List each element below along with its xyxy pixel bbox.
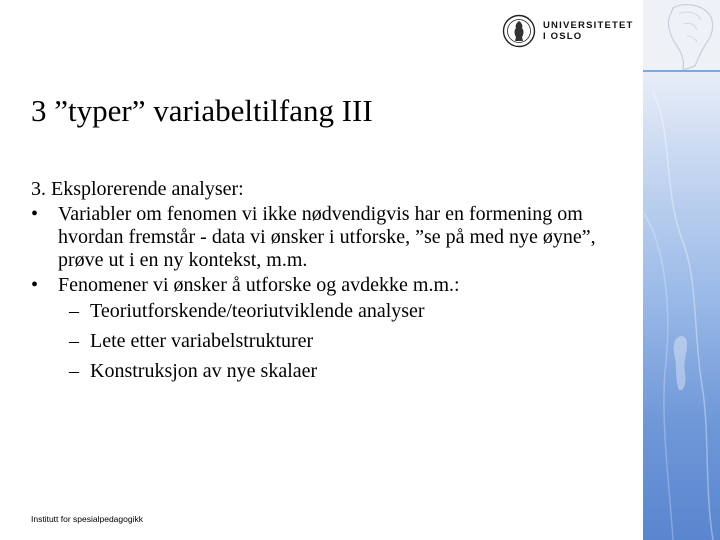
section-heading: 3. Eksplorerende analyser: xyxy=(31,178,244,200)
logo-line-1: UNIVERSITETET xyxy=(543,20,634,31)
bullet-text: Fenomener vi ønsker å utforske og avdekke m.m.: xyxy=(58,274,460,296)
sub-bullet-mark: – xyxy=(69,300,79,322)
bullet-mark: • xyxy=(31,274,39,296)
sub-bullet-text: Lete etter variabelstrukturer xyxy=(90,330,314,352)
decorative-side-panel xyxy=(643,0,720,540)
bullet-mark: • xyxy=(31,203,39,225)
sculpture-figure-icon xyxy=(643,72,720,540)
sub-bullet-text: Konstruksjon av nye skalaer xyxy=(90,360,318,382)
sub-bullet-text: Teoriutforskende/teoriutviklende analyser xyxy=(90,300,425,322)
sub-bullet-mark: – xyxy=(69,360,79,382)
bullet-text: Variabler om fenomen vi ikke nødvendigvis har en formening om hvordan fremstår - data vi ønsker i utforske, ”se på med nye øyne”, prøve ut i en ny kontekst, m.m. xyxy=(58,203,596,271)
university-seal-icon xyxy=(502,14,536,48)
panel-blue-gradient xyxy=(643,72,720,540)
bullet-item xyxy=(31,203,631,272)
university-logo xyxy=(502,14,642,50)
sub-bullet-item xyxy=(31,300,631,323)
sub-bullet-item xyxy=(31,330,631,353)
sculpture-head-icon xyxy=(643,0,720,72)
logo-wordmark xyxy=(543,20,634,42)
slide-body xyxy=(31,178,631,390)
panel-top-sculpture xyxy=(643,0,720,72)
footer-institute: Institutt for spesialpedagogikk xyxy=(31,514,143,524)
sub-bullet-item xyxy=(31,360,631,383)
bullet-item xyxy=(31,274,631,297)
sub-bullet-mark: – xyxy=(69,330,79,352)
logo-line-2: I OSLO xyxy=(543,31,583,42)
slide-title: 3 ”typer” variabeltilfang III xyxy=(31,93,373,128)
